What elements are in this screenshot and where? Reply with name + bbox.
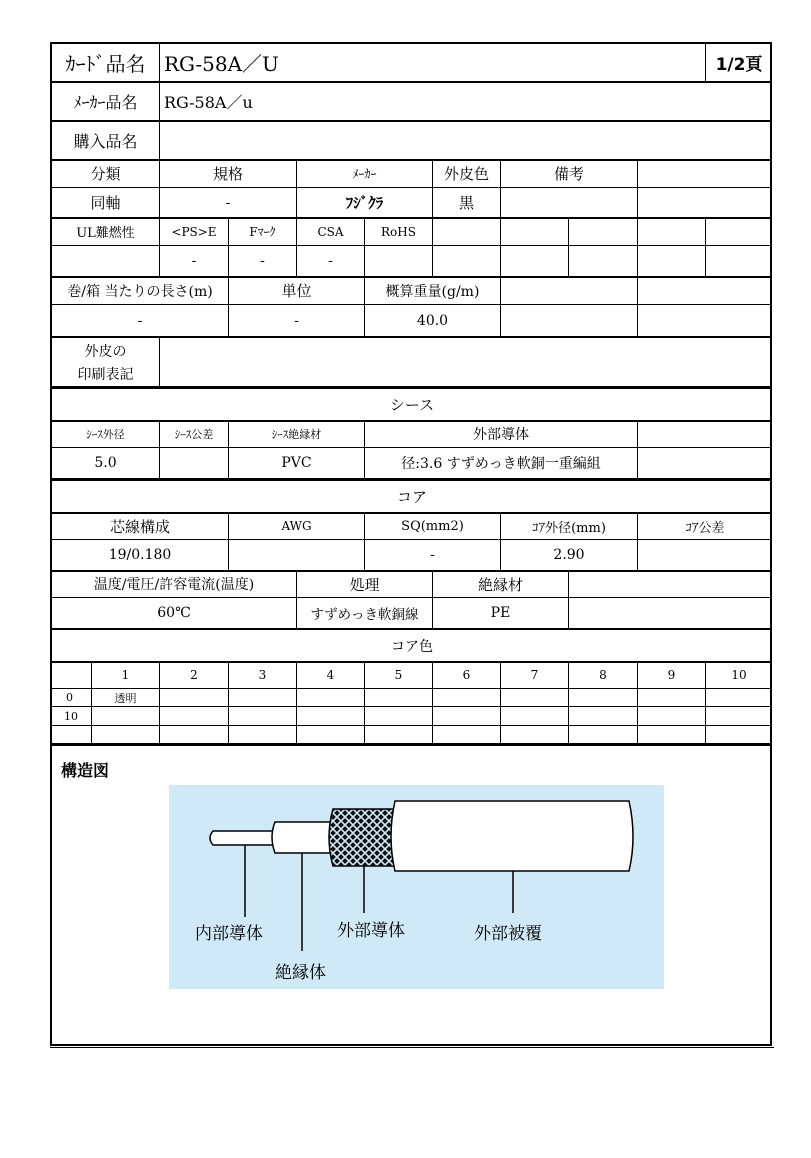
purchase-name-value [160, 121, 772, 159]
unit-value: - [294, 312, 299, 329]
color-col-10: 10 [731, 668, 747, 682]
rule [51, 743, 772, 746]
strand-value: 19/0.180 [108, 547, 172, 563]
insulation-value: PE [490, 605, 511, 621]
sheath-od-value: 5.0 [94, 455, 117, 471]
structure-title: 構造図 [61, 760, 110, 780]
rule [568, 218, 569, 277]
csa-header: CSA [317, 224, 344, 239]
core-section-title: コア [396, 488, 427, 506]
csa-value: - [328, 253, 333, 269]
classification-header: 分類 [90, 165, 121, 183]
color-col-4: 4 [326, 668, 335, 682]
color-col-8: 8 [599, 668, 607, 682]
purchase-name-label: 購入品名 [73, 131, 138, 151]
ul-header: UL難燃性 [76, 226, 135, 241]
label-inner-conductor: 内部導体 [195, 924, 263, 944]
card-name-value: RG-58A／U [164, 52, 279, 76]
color-col-7: 7 [530, 668, 539, 682]
color-col-9: 9 [667, 668, 676, 682]
standard-header: 規格 [212, 165, 243, 183]
fmark-header: Fﾏｰｸ [249, 225, 276, 239]
treatment-value: すずめっき軟銅線 [310, 607, 419, 623]
label-insulator: 絶縁体 [275, 963, 326, 983]
remarks-value [501, 188, 637, 217]
rohs-value [365, 246, 432, 276]
inner-conductor-shape [210, 831, 277, 845]
coax-structure-diagram [169, 785, 664, 989]
rule [637, 160, 638, 336]
page-number: 1/2頁 [715, 55, 763, 75]
length-header: 巻/箱 当たりの長さ(m) [67, 283, 213, 300]
outer-conductor-header: 外部導体 [473, 427, 529, 443]
color-col-3: 3 [258, 668, 267, 682]
jacket-color-header: 外皮色 [443, 165, 489, 183]
maker-value: ﾌｼﾞｸﾗ [345, 194, 384, 212]
label-outer-conductor: 外部導体 [337, 921, 405, 941]
sq-header: SQ(mm2) [401, 518, 464, 534]
label-jacket: 外部被覆 [474, 924, 542, 944]
color-col-6: 6 [462, 668, 471, 682]
rule [568, 571, 569, 628]
jacket-shape [391, 801, 633, 871]
maker-name-value: RG-58A／u [164, 92, 253, 112]
sheath-tolerance-value [160, 448, 228, 478]
rule [705, 218, 706, 277]
sq-value: - [430, 547, 435, 563]
card-name-label: ｶｰﾄﾞ品名 [65, 52, 146, 76]
color-col-2: 2 [190, 668, 198, 682]
color-col-5: 5 [394, 668, 403, 682]
core-tolerance-value [638, 540, 772, 570]
classification-value: 同軸 [90, 194, 121, 212]
rule [637, 421, 638, 478]
sheath-material-header: ｼｰｽ絶縁材 [271, 428, 322, 441]
sheath-material-value: PVC [281, 455, 312, 471]
coax-cable-illustration [169, 785, 664, 989]
printing-label-line1: 外皮の [84, 344, 127, 360]
color-cell-1: 透明 [114, 691, 137, 705]
core-color-title: コア色 [391, 638, 433, 655]
printing-label-line2: 印刷表記 [77, 367, 134, 383]
temp-voltage-value: 60℃ [157, 605, 191, 621]
pse-header: <PS>E [171, 224, 217, 239]
sheath-tolerance-header: ｼｰｽ公差 [174, 428, 214, 441]
fmark-value: - [260, 253, 265, 269]
temp-voltage-header: 温度/電圧/許容電流(温度) [93, 577, 255, 593]
maker-name-label: ﾒｰｶｰ品名 [73, 92, 138, 112]
bottom-rule [50, 1047, 774, 1048]
awg-header: AWG [281, 519, 312, 533]
unit-header: 単位 [281, 282, 312, 300]
weight-value: 40.0 [416, 312, 449, 329]
pse-value: - [191, 253, 197, 269]
sheath-section-title: シース [389, 396, 435, 414]
rohs-header: RoHS [381, 224, 416, 239]
awg-value [229, 540, 364, 570]
jacket-color-value: 黒 [458, 194, 474, 212]
ul-value [52, 246, 159, 276]
outer-conductor-value: 径:3.6 すずめっき軟銅一重編組 [401, 456, 601, 472]
insulator-shape [272, 822, 335, 853]
color-col-1: 1 [121, 668, 130, 682]
treatment-header: 処理 [349, 575, 380, 594]
standard-value: - [225, 194, 231, 211]
weight-header: 概算重量(g/m) [385, 283, 480, 300]
core-od-value: 2.90 [553, 547, 585, 563]
maker-header: ﾒｰｶｰ [352, 167, 377, 181]
color-row-0: 0 [66, 691, 73, 704]
printing-value [160, 337, 772, 386]
remarks-header: 備考 [553, 165, 584, 183]
color-row-empty [52, 726, 91, 743]
sheath-od-header: ｼｰｽ外径 [86, 428, 125, 441]
insulation-header: 絶縁材 [477, 575, 523, 594]
strand-header: 芯線構成 [109, 517, 170, 536]
core-od-header: ｺｱ外径(mm) [532, 520, 606, 536]
outer-conductor-shape [329, 809, 397, 866]
core-tolerance-header: ｺｱ公差 [685, 520, 725, 536]
color-row-10: 10 [64, 709, 78, 723]
length-value: - [137, 312, 143, 329]
